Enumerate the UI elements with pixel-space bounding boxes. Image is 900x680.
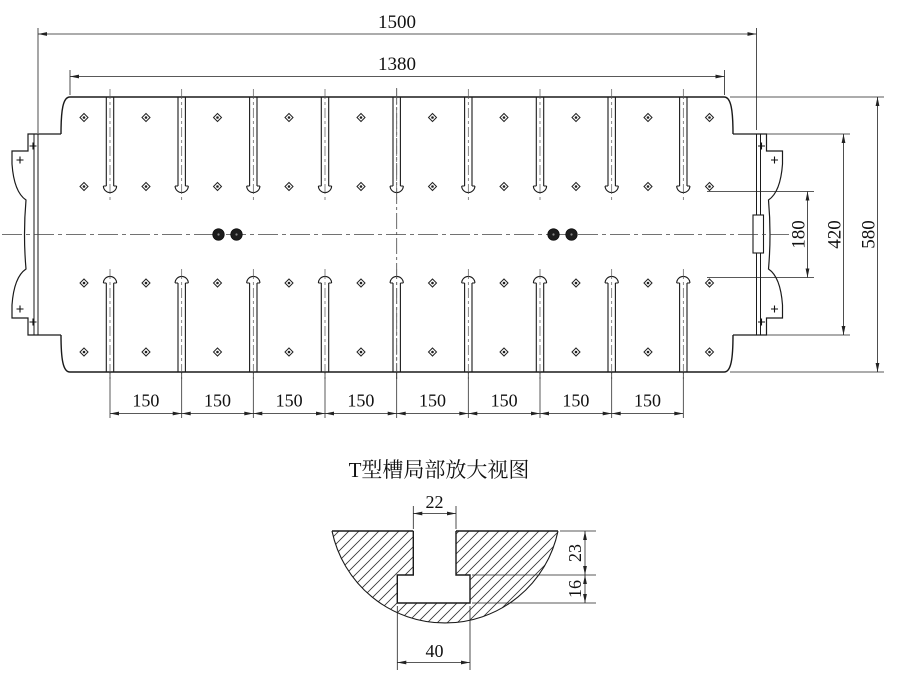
hole-center-dot — [288, 185, 291, 188]
hole-center-dot — [216, 282, 219, 285]
fillet-bottom-right — [725, 335, 734, 372]
hole-center-dot — [575, 185, 578, 188]
dim-label-150: 150 — [275, 390, 303, 411]
dowel-pin-center — [235, 233, 237, 235]
hole-center-dot — [360, 351, 363, 354]
hole-center-dot — [647, 282, 650, 285]
dim-label-150: 150 — [347, 390, 375, 411]
hole-center-dot — [360, 116, 363, 119]
hole-center-dot — [145, 185, 148, 188]
hole-center-dot — [708, 282, 711, 285]
section-hatch-area — [332, 531, 558, 623]
small-hole-center-mark — [30, 319, 37, 326]
hole-center-dot — [83, 185, 86, 188]
small-hole-center-mark — [17, 157, 24, 164]
small-hole-center-mark — [771, 306, 778, 313]
dim-label-1380: 1380 — [378, 54, 416, 75]
t-slot-detail-view — [332, 492, 596, 670]
hole-center-dot — [145, 351, 148, 354]
hole-center-dot — [83, 282, 86, 285]
hole-center-dot — [647, 116, 650, 119]
dowel-pin-center — [552, 233, 554, 235]
hole-center-dot — [83, 116, 86, 119]
dowel-pin-center — [570, 233, 572, 235]
small-hole-center-mark — [17, 306, 24, 313]
hole-center-dot — [216, 116, 219, 119]
dim-label-1500: 1500 — [378, 12, 416, 33]
hole-center-dot — [288, 351, 291, 354]
hole-center-dot — [708, 116, 711, 119]
dowel-pin-center — [217, 233, 219, 235]
dim-label-22: 22 — [425, 492, 444, 512]
hole-center-dot — [216, 185, 219, 188]
dim-label-40: 40 — [425, 641, 444, 661]
right-end-key-tab — [753, 215, 764, 253]
hole-center-dot — [360, 185, 363, 188]
hole-center-dot — [431, 185, 434, 188]
dim-label-150: 150 — [419, 390, 446, 411]
hole-center-dot — [83, 351, 86, 354]
hole-center-dot — [708, 351, 711, 354]
hole-center-dot — [431, 116, 434, 119]
hole-center-dot — [431, 351, 434, 354]
hole-center-dot — [503, 351, 506, 354]
dim-label-420: 420 — [824, 220, 846, 249]
hole-center-dot — [431, 282, 434, 285]
dim-label-150: 150 — [562, 390, 590, 411]
fillet-bottom-left — [61, 335, 70, 372]
hole-center-dot — [575, 351, 578, 354]
hole-center-dot — [216, 351, 219, 354]
dim-label-150: 150 — [490, 390, 518, 411]
hole-center-dot — [288, 116, 291, 119]
main-dimensions — [38, 28, 884, 372]
dim-label-23: 23 — [565, 544, 586, 562]
small-hole-center-mark — [758, 143, 765, 150]
hole-center-dot — [708, 185, 711, 188]
fillet-top-left — [61, 97, 70, 134]
fillet-top-right — [725, 97, 734, 134]
hole-center-dot — [360, 282, 363, 285]
dim-label-580: 580 — [858, 220, 880, 249]
small-hole-center-mark — [758, 319, 765, 326]
hole-center-dot — [575, 282, 578, 285]
centerlines-group — [2, 88, 789, 381]
dim-label-180: 180 — [788, 220, 810, 249]
dim-label-16: 16 — [565, 580, 586, 598]
detail-view-title: T型槽局部放大视图 — [348, 458, 530, 482]
dim-label-150: 150 — [634, 390, 661, 411]
dim-label-150: 150 — [132, 390, 160, 411]
small-hole-center-mark — [30, 143, 37, 150]
hole-center-dot — [503, 185, 506, 188]
hole-center-dot — [647, 185, 650, 188]
hole-center-dot — [145, 116, 148, 119]
hole-center-dot — [503, 282, 506, 285]
hole-center-dot — [575, 116, 578, 119]
dim-label-150: 150 — [204, 390, 231, 411]
hole-center-dot — [288, 282, 291, 285]
hole-center-dot — [145, 282, 148, 285]
hole-center-dot — [503, 116, 506, 119]
hole-center-dot — [647, 351, 650, 354]
small-hole-center-mark — [771, 157, 778, 164]
center-marks-group — [17, 143, 779, 326]
